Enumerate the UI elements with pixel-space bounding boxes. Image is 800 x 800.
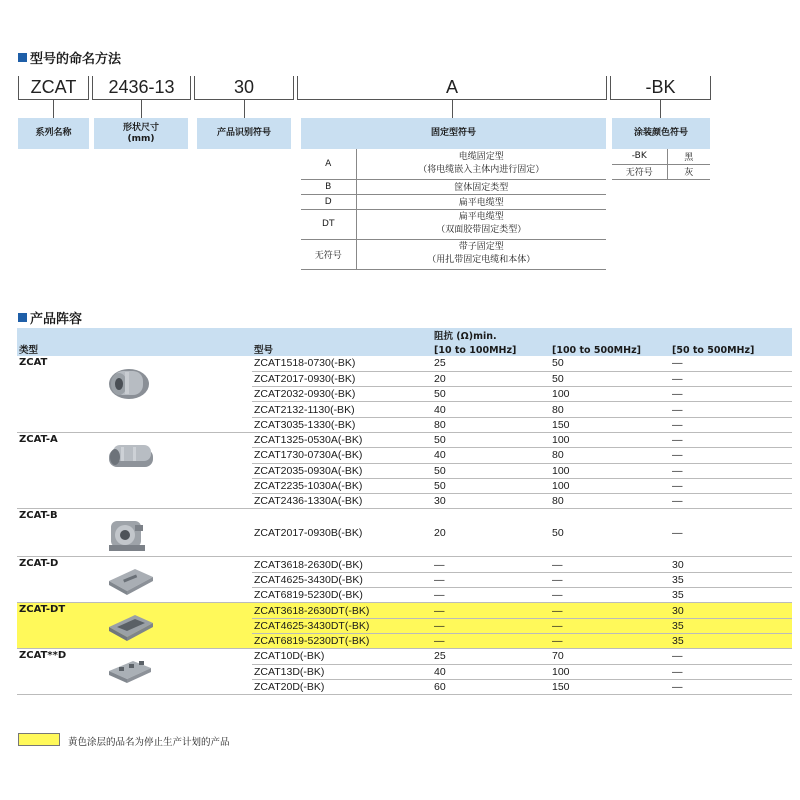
imp-100-500-cell: 100 xyxy=(550,463,670,478)
label-color: 涂装颜色符号 xyxy=(612,118,710,149)
model-cell: ZCAT2017-0930(-BK) xyxy=(252,371,432,386)
header-model: 型号 xyxy=(252,328,432,356)
imp-10-100-cell: 40 xyxy=(432,664,550,679)
imp-10-100-cell: — xyxy=(432,588,550,603)
imp-50-500-cell: — xyxy=(670,402,792,417)
imp-100-500-cell: — xyxy=(550,588,670,603)
imp-10-100-cell: 25 xyxy=(432,356,550,371)
imp-100-500-cell: 80 xyxy=(550,402,670,417)
product-lineup-table xyxy=(17,328,792,695)
legend-swatch xyxy=(18,733,60,746)
imp-50-500-cell: — xyxy=(670,478,792,493)
imp-50-500-cell: — xyxy=(670,432,792,447)
table-row xyxy=(17,432,792,447)
code-series: ZCAT xyxy=(18,76,89,100)
group-type-label: ZCAT-DT xyxy=(19,604,66,616)
color-table: -BK 黑 无符号 灰 xyxy=(612,149,710,180)
header-range-3: [50 to 500MHz] xyxy=(670,342,792,356)
group-type-label: ZCAT-B xyxy=(19,510,58,522)
fixing-type-table: A 电缆固定型 （将电缆嵌入主体内进行固定） B 筐体固定类型 D 扁平电缆型 DT 扁平电缆型 （双面胶带固定类型） 无符号 带子固定型 （用扎带固定电缆和本体） xyxy=(301,149,606,270)
imp-100-500-cell: — xyxy=(550,572,670,587)
clamp-core-long-icon xyxy=(105,439,159,478)
group-type-label: ZCAT xyxy=(19,357,48,368)
group-type-cell xyxy=(17,649,252,695)
imp-100-500-cell: 100 xyxy=(550,387,670,402)
imp-100-500-cell: 50 xyxy=(550,509,670,557)
model-cell: ZCAT10D(-BK) xyxy=(252,649,432,664)
imp-100-500-cell: — xyxy=(550,603,670,618)
imp-50-500-cell: — xyxy=(670,664,792,679)
header-impedance: 阻抗 (Ω)min. xyxy=(432,328,792,342)
group-type-cell xyxy=(17,509,252,557)
imp-50-500-cell: — xyxy=(670,387,792,402)
imp-50-500-cell: — xyxy=(670,649,792,664)
clamp-core-round-icon xyxy=(105,362,153,405)
header-range-1: [10 to 100MHz] xyxy=(432,342,550,356)
imp-100-500-cell: 100 xyxy=(550,664,670,679)
group-type-cell xyxy=(17,432,252,508)
label-size: 形状尺寸 (mm) xyxy=(94,118,188,149)
imp-50-500-cell: 35 xyxy=(670,588,792,603)
imp-50-500-cell: — xyxy=(670,679,792,694)
group-type-label: ZCAT-A xyxy=(19,433,58,445)
imp-50-500-cell: — xyxy=(670,448,792,463)
imp-50-500-cell: 35 xyxy=(670,572,792,587)
imp-10-100-cell: 20 xyxy=(432,509,550,557)
model-cell: ZCAT4625-3430D(-BK) xyxy=(252,572,432,587)
model-cell: ZCAT20D(-BK) xyxy=(252,679,432,694)
imp-50-500-cell: — xyxy=(670,509,792,557)
imp-10-100-cell: 60 xyxy=(432,679,550,694)
imp-50-500-cell: — xyxy=(670,417,792,432)
imp-10-100-cell: 50 xyxy=(432,463,550,478)
naming-section-title: 型号的命名方法 xyxy=(18,48,121,67)
clamp-core-housing-icon xyxy=(105,513,149,560)
imp-100-500-cell: — xyxy=(550,618,670,633)
imp-10-100-cell: 80 xyxy=(432,417,550,432)
model-cell: ZCAT2235-1030A(-BK) xyxy=(252,478,432,493)
table-row xyxy=(17,509,792,557)
code-fixing: A xyxy=(297,76,607,100)
imp-100-500-cell: — xyxy=(550,633,670,648)
imp-10-100-cell: 40 xyxy=(432,448,550,463)
imp-100-500-cell: 50 xyxy=(550,371,670,386)
imp-10-100-cell: 25 xyxy=(432,649,550,664)
model-cell: ZCAT2132-1130(-BK) xyxy=(252,402,432,417)
label-series: 系列名称 xyxy=(18,118,89,149)
model-cell: ZCAT3618-2630DT(-BK) xyxy=(252,603,432,618)
imp-100-500-cell: — xyxy=(550,557,670,572)
flat-core-small-icon xyxy=(105,655,155,690)
imp-100-500-cell: 150 xyxy=(550,417,670,432)
imp-50-500-cell: — xyxy=(670,356,792,371)
model-cell: ZCAT2035-0930A(-BK) xyxy=(252,463,432,478)
model-cell: ZCAT6819-5230D(-BK) xyxy=(252,588,432,603)
imp-10-100-cell: — xyxy=(432,572,550,587)
flat-core-tape-icon xyxy=(105,609,157,646)
imp-10-100-cell: 40 xyxy=(432,402,550,417)
table-row xyxy=(17,356,792,371)
header-type: 类型 xyxy=(17,328,252,356)
imp-10-100-cell: 50 xyxy=(432,478,550,493)
model-cell: ZCAT2017-0930B(-BK) xyxy=(252,509,432,557)
imp-10-100-cell: 50 xyxy=(432,387,550,402)
imp-10-100-cell: 20 xyxy=(432,371,550,386)
imp-100-500-cell: 100 xyxy=(550,432,670,447)
model-cell: ZCAT2032-0930(-BK) xyxy=(252,387,432,402)
model-cell: ZCAT3035-1330(-BK) xyxy=(252,417,432,432)
imp-100-500-cell: 80 xyxy=(550,448,670,463)
code-size: 2436-13 xyxy=(92,76,191,100)
imp-50-500-cell: 35 xyxy=(670,633,792,648)
imp-10-100-cell: 30 xyxy=(432,494,550,509)
table-row xyxy=(17,557,792,572)
group-type-cell xyxy=(17,557,252,603)
model-cell: ZCAT1730-0730A(-BK) xyxy=(252,448,432,463)
imp-100-500-cell: 80 xyxy=(550,494,670,509)
group-type-cell xyxy=(17,603,252,649)
label-id: 产品识别符号 xyxy=(197,118,291,149)
model-cell: ZCAT4625-3430DT(-BK) xyxy=(252,618,432,633)
lineup-section-title: 产品阵容 xyxy=(18,308,82,327)
imp-100-500-cell: 50 xyxy=(550,356,670,371)
code-color: -BK xyxy=(610,76,711,100)
group-type-cell xyxy=(17,356,252,432)
label-fixing: 固定型符号 xyxy=(301,118,606,149)
flat-core-icon xyxy=(105,563,157,600)
table-row xyxy=(17,649,792,664)
imp-50-500-cell: — xyxy=(670,494,792,509)
code-id: 30 xyxy=(194,76,294,100)
imp-50-500-cell: 30 xyxy=(670,557,792,572)
model-cell: ZCAT1518-0730(-BK) xyxy=(252,356,432,371)
imp-10-100-cell: 50 xyxy=(432,432,550,447)
model-cell: ZCAT13D(-BK) xyxy=(252,664,432,679)
model-cell: ZCAT3618-2630D(-BK) xyxy=(252,557,432,572)
imp-50-500-cell: 30 xyxy=(670,603,792,618)
table-row xyxy=(17,603,792,618)
imp-50-500-cell: — xyxy=(670,371,792,386)
imp-100-500-cell: 100 xyxy=(550,478,670,493)
header-range-2: [100 to 500MHz] xyxy=(550,342,670,356)
model-cell: ZCAT1325-0530A(-BK) xyxy=(252,432,432,447)
imp-10-100-cell: — xyxy=(432,603,550,618)
imp-50-500-cell: 35 xyxy=(670,618,792,633)
group-type-label: ZCAT**D xyxy=(19,650,67,662)
imp-10-100-cell: — xyxy=(432,618,550,633)
imp-50-500-cell: — xyxy=(670,463,792,478)
imp-10-100-cell: — xyxy=(432,557,550,572)
square-bullet-icon xyxy=(18,53,27,62)
imp-10-100-cell: — xyxy=(432,633,550,648)
imp-100-500-cell: 70 xyxy=(550,649,670,664)
group-type-label: ZCAT-D xyxy=(19,558,59,570)
legend-text: 黄色涂层的品名为停止生产计划的产品 xyxy=(68,737,230,748)
model-cell: ZCAT2436-1330A(-BK) xyxy=(252,494,432,509)
square-bullet-icon xyxy=(18,313,27,322)
model-cell: ZCAT6819-5230DT(-BK) xyxy=(252,633,432,648)
imp-100-500-cell: 150 xyxy=(550,679,670,694)
